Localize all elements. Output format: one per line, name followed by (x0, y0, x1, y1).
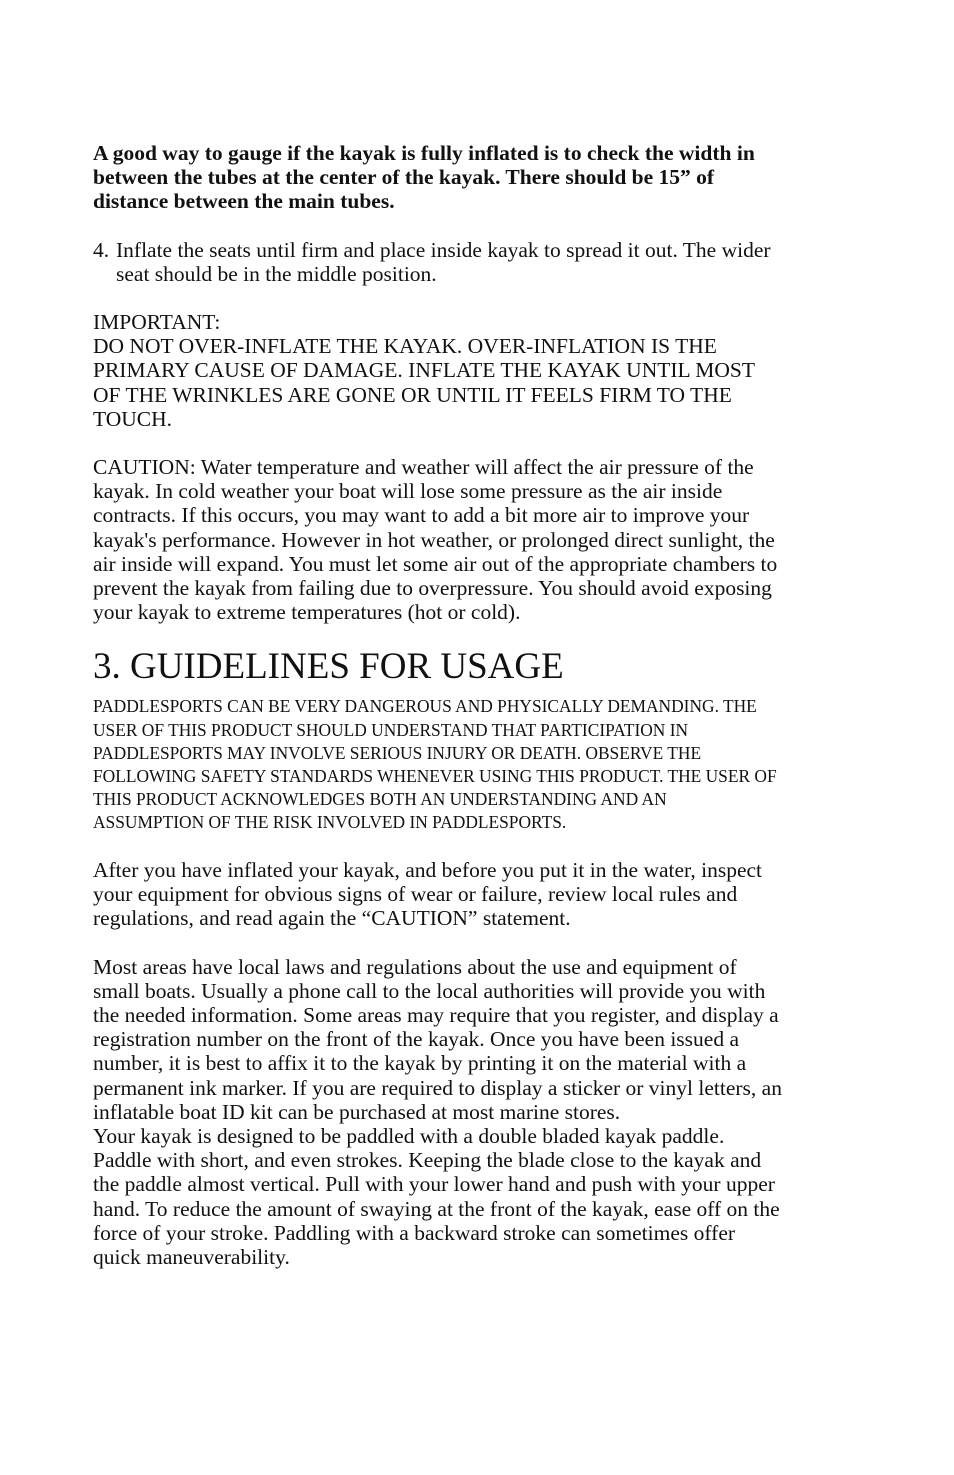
step-4-text (116, 238, 883, 286)
important-label: IMPORTANT: (93, 310, 221, 335)
step-4-item (93, 238, 883, 286)
inspect-paragraph (93, 858, 883, 931)
text-line: Inflate the seats until firm and place inside kayak to spread it out. The wider (116, 237, 771, 262)
text-line: force of your stroke. Paddling with a backward stroke can sometimes offer (93, 1220, 736, 1245)
text-line: distance between the main tubes. (93, 189, 395, 214)
paragraph-gap (93, 286, 883, 310)
text-line: registration number on the front of the kayak. Once you have been issued a (93, 1027, 739, 1052)
text-line: prevent the kayak from failing due to overpressure. You should avoid exposing (93, 576, 772, 601)
step-number: 4. (93, 237, 110, 262)
important-notice (93, 310, 883, 431)
paragraph-gap (93, 931, 883, 955)
paragraph-gap (93, 431, 883, 455)
text-line: the needed information. Some areas may require that you register, and display a (93, 1003, 779, 1028)
text-line: USER OF THIS PRODUCT SHOULD UNDERSTAND THAT PARTICIPATION IN (93, 719, 689, 740)
paragraph-gap (93, 834, 883, 858)
text-line: number, it is best to affix it to the kayak by printing it on the material with a (93, 1051, 747, 1076)
text-line: Most areas have local laws and regulations about the use and equipment of (93, 954, 737, 979)
text-line: THIS PRODUCT ACKNOWLEDGES BOTH AN UNDERSTANDING AND AN (93, 788, 667, 809)
text-line: PADDLESPORTS MAY INVOLVE SERIOUS INJURY OR DEATH. OBSERVE THE (93, 742, 702, 763)
text-line: your kayak to extreme temperatures (hot or cold). (93, 600, 521, 625)
text-line: Paddle with short, and even strokes. Keeping the blade close to the kayak and (93, 1148, 762, 1173)
text-line: kayak's performance. However in hot weather, or prolonged direct sunlight, the (93, 527, 775, 552)
text-line: quick maneuverability. (93, 1245, 290, 1270)
text-line: hand. To reduce the amount of swaying at the front of the kayak, ease off on the (93, 1196, 780, 1221)
section-heading: 3. GUIDELINES FOR USAGE (93, 646, 564, 688)
text-line: DO NOT OVER-INFLATE THE KAYAK. OVER-INFLATION IS THE (93, 334, 717, 359)
text-line: between the tubes at the center of the kayak. There should be 15” of (93, 165, 715, 190)
text-line: air inside will expand. You must let some air out of the appropriate chambers to (93, 551, 778, 576)
text-line: ASSUMPTION OF THE RISK INVOLVED IN PADDLESPORTS. (93, 811, 567, 832)
text-line: the paddle almost vertical. Pull with your lower hand and push with your upper (93, 1172, 775, 1197)
text-line: TOUCH. (93, 406, 173, 431)
text-line: contracts. If this occurs, you may want to add a bit more air to improve your (93, 503, 750, 528)
text-line: PADDLESPORTS CAN BE VERY DANGEROUS AND PHYSICALLY DEMANDING. THE (93, 696, 757, 717)
paddling-paragraph (93, 1124, 883, 1269)
text-line: inflatable boat ID kit can be purchased at most marine stores. (93, 1099, 621, 1124)
text-line: OF THE WRINKLES ARE GONE OR UNTIL IT FEELS FIRM TO THE (93, 382, 732, 407)
text-line: small boats. Usually a phone call to the local authorities will provide you with (93, 978, 766, 1003)
text-line: permanent ink marker. If you are required to display a sticker or vinyl letters, an (93, 1075, 782, 1100)
text-line: After you have inflated your kayak, and before you put it in the water, inspect (93, 858, 762, 883)
caution-paragraph (93, 455, 883, 624)
text-line: your equipment for obvious signs of wear or failure, review local rules and (93, 882, 738, 907)
text-line: PRIMARY CAUSE OF DAMAGE. INFLATE THE KAYAK UNTIL MOST (93, 358, 755, 383)
text-line: FOLLOWING SAFETY STANDARDS WHENEVER USING THIS PRODUCT. THE USER OF (93, 765, 777, 786)
text-line: regulations, and read again the “CAUTION” statement. (93, 906, 571, 931)
safety-warning-paragraph (93, 695, 883, 834)
text-line: Your kayak is designed to be paddled with a double bladed kayak paddle. (93, 1124, 725, 1149)
document-page (93, 141, 883, 1269)
text-line: seat should be in the middle position. (116, 261, 437, 286)
text-line: CAUTION: Water temperature and weather will affect the air pressure of the (93, 455, 754, 480)
inflation-gauge-paragraph (93, 141, 883, 214)
text-line: A good way to gauge if the kayak is fully inflated is to check the width in (93, 141, 755, 165)
regulations-paragraph (93, 955, 883, 1124)
text-line: kayak. In cold weather your boat will lose some pressure as the air inside (93, 479, 723, 504)
paragraph-gap (93, 214, 883, 238)
